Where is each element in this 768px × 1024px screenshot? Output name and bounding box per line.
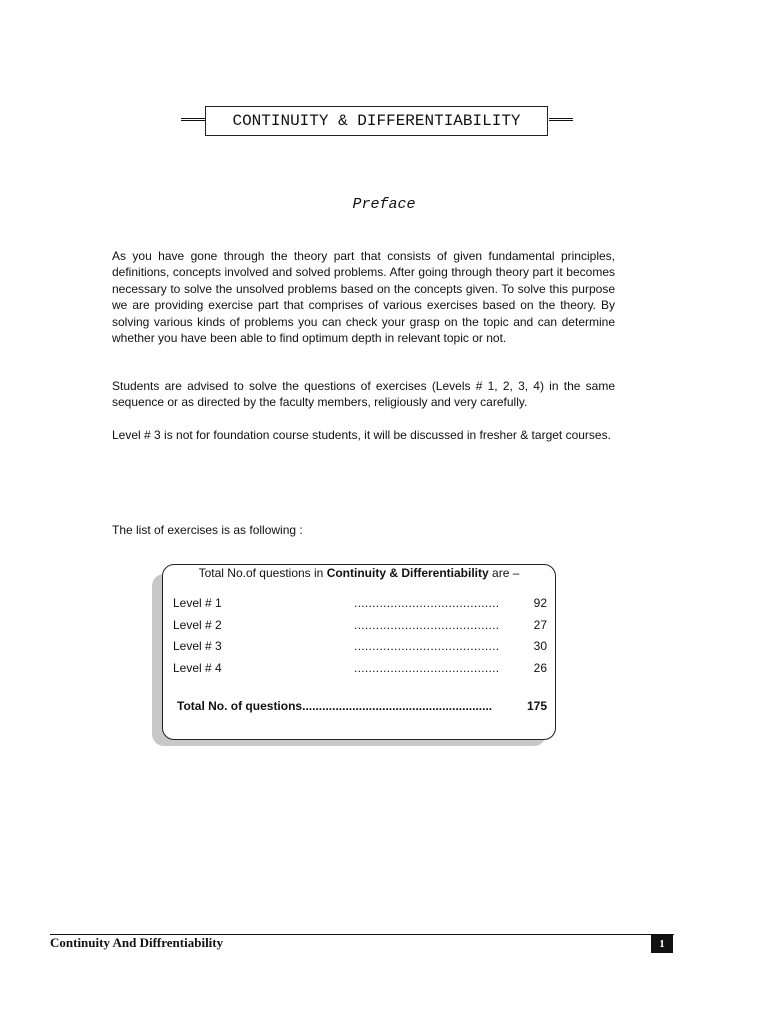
level-row [173,638,547,654]
preface-paragraph-1: As you have gone through the theory part that consists of given fundamental principles, definitions, concepts involved and solved problems. After going through theory part it becomes necessary to solve the unsolved problems based on the concepts given. To solve this purpose we are providing exercise part that comprises of various exercises based on the theory. By solving various kinds of problems you can check your grasp on the topic and can determine whether you have been able to find optimum depth in relevant topic or not. [112,249,615,346]
page-title: CONTINUITY & DIFFERENTIABILITY [205,106,548,136]
preface-paragraph-2: Students are advised to solve the questions of exercises (Levels # 1, 2, 3, 4) in the same sequence or as directed by the faculty members, religiously and very carefully. [112,379,615,410]
footer-chapter-title: Continuity And Diffrentiability [50,935,224,950]
level-count: 27 [533,618,547,632]
level-label: Level # 2 [173,618,222,632]
level-row [173,660,547,676]
level-label: Level # 4 [173,661,222,675]
summary-card-heading [163,565,555,581]
level-leader-dots: ........................................ [354,639,500,653]
title-rule-right [549,118,573,121]
level-leader-dots: ........................................ [354,596,500,610]
level-leader-dots: ........................................ [354,661,500,675]
level-label: Level # 1 [173,596,222,610]
level-count: 30 [533,639,547,653]
preface-heading: Preface [352,196,416,213]
level-label: Level # 3 [173,639,222,653]
page-number: 1 [651,935,673,953]
total-questions-label: Total No. of questions......................................................... [177,699,493,713]
total-questions-row [177,698,547,714]
preface-paragraph-3: Level # 3 is not for foundation course students, it will be discussed in fresher & target courses. [112,428,611,442]
title-banner [181,106,573,136]
level-leader-dots: ........................................ [354,618,500,632]
level-row [173,617,547,633]
title-rule-left [181,118,205,121]
summary-heading-subject: Continuity & Differentiability [326,566,489,580]
level-row [173,595,547,611]
level-count: 26 [533,661,547,675]
exercise-list-intro: The list of exercises is as following : [112,523,303,537]
summary-heading-suffix: are – [488,566,520,580]
summary-heading-prefix: Total No.of questions in [198,566,327,580]
level-count: 92 [533,596,547,610]
question-summary-card [162,564,556,740]
total-questions-value: 175 [526,699,547,713]
